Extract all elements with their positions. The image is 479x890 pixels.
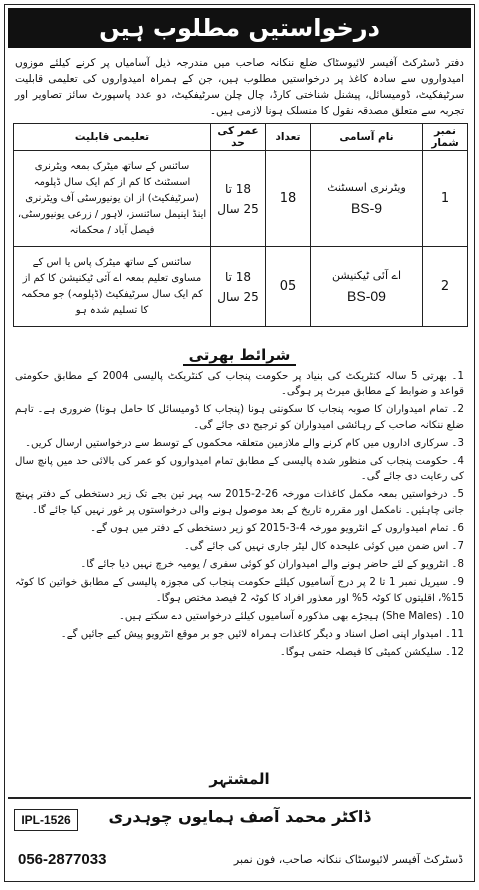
- table-row: [14, 151, 468, 247]
- serial-cell: 2: [423, 247, 468, 327]
- quantity-cell: 18: [266, 151, 311, 247]
- term-item: 2۔ تمام امیدواران کا صوبہ پنجاب کا سکونتی ہونا (پنجاب کا ڈومیسائل کا حامل ہونا) ضروری ہے۔ تاہم ضلع ننکانہ صاحب کے رہائشی امیدواران کو ترجیح دی جائے گی۔: [15, 404, 464, 431]
- posts-table: [13, 123, 468, 327]
- serial-cell: 1: [423, 151, 468, 247]
- signatory-name: ڈاکٹر محمد آصف ہمایوں چوہدری: [108, 807, 371, 826]
- terms-list: [15, 369, 464, 663]
- intro-paragraph: دفتر ڈسٹرکٹ آفیسر لائیوسٹاک ضلع ننکانہ صاحب میں مندرجہ ذیل آسامیاں پر کرنے کیلئے موزوں امیدواروں سے سادہ کاغذ پر درخواستیں مطلوب ہیں، جن کے ہمراہ امیدواروں کی تعلیمی قابلیت سرٹیفکیٹ، ڈومیسائل، پیشنل شناختی کارڈ، چال چلن سرٹیفکیٹ، دو عدد پاسپورٹ سائز تصاویر اور تجربہ سے متعلق مصدقہ نقول کا منسلک ہونا لازمی ہیں۔: [15, 57, 464, 117]
- term-item: 12۔ سلیکشن کمیٹی کا فیصلہ حتمی ہوگا۔: [279, 647, 464, 659]
- quantity-cell: 05: [266, 247, 311, 327]
- terms-heading-text: شرائط بھرتی: [183, 346, 297, 366]
- term-item: 1۔ بھرتی 5 سالہ کنٹریکٹ کی بنیاد پر حکومت پنجاب کی کنٹریکٹ پالیسی 2004 کے مطابق حکومتی قواعد و ضوابط کے مطابق میرٹ پر ہوگی۔: [15, 371, 464, 398]
- post-name-cell: [311, 247, 423, 327]
- post-name: ویٹرنری اسسٹنٹ: [327, 181, 406, 194]
- age-from: 18 تا: [224, 181, 252, 196]
- age-to: 25 سال: [217, 201, 259, 216]
- signatory-office: ڈسٹرکٹ آفیسر لائیوسٹاک ننکانہ صاحب، فون نمبر: [233, 853, 463, 866]
- phone-number: 056-2877033: [18, 851, 107, 868]
- term-item: 3۔ سرکاری اداروں میں کام کرنے والے ملازمین متعلقہ محکموں کے توسط سے درخواستیں ارسال کریں۔: [25, 437, 464, 449]
- header-quantity: تعداد: [266, 124, 311, 151]
- age-cell: [211, 247, 266, 327]
- age-to: 25 سال: [217, 289, 259, 304]
- advertiser-label: المشتہر: [209, 770, 270, 788]
- age-cell: [211, 151, 266, 247]
- header-serial: نمبر شمار: [423, 124, 468, 151]
- table-row: [14, 247, 468, 327]
- post-name-cell: [311, 151, 423, 247]
- header-post-name: نام آسامی: [311, 124, 423, 151]
- term-item: 7۔ اس ضمن میں کوئی علیحدہ کال لیٹر جاری نہیں کی جائے گی۔: [183, 541, 464, 553]
- qualification-cell: سائنس کے ساتھ میٹرک بمعہ ویٹرنری اسسٹنٹ کا کم از کم ایک سال ڈپلومہ (سرٹیفکیٹ) از ان یونیورسٹی آف ویٹرنری اینڈ اینیمل سائنسز، لاہور / زرعی یونیورسٹی، فیصل آباد / محکمانہ: [14, 151, 211, 247]
- age-from: 18 تا: [224, 269, 252, 284]
- term-item: 5۔ درخواستیں بمعہ مکمل کاغذات مورخہ 26-2-2015 سہ پہر تین بجے تک زیر دستخطی کے دفتر پہنچ جانی چاہئیں۔ نامکمل اور مقررہ تاریخ کے بعد موصول ہونے والی درخواستوں پر غور نہیں کیا جائے گا۔: [15, 489, 464, 516]
- term-item: 6۔ تمام امیدواروں کے انٹرویو مورخہ 4-3-2015 کو زیر دستخطی کے دفتر میں ہوں گے۔: [90, 522, 464, 534]
- table-header-row: [14, 124, 468, 151]
- terms-heading: [5, 345, 474, 364]
- term-item: 4۔ حکومت پنجاب کی منظور شدہ پالیسی کے مطابق تمام امیدواروں کو عمر کی بالائی حد میں پانچ سال کی رعایت دی جائے گی۔: [15, 456, 464, 483]
- header-age-limit: عمر کی حد: [211, 124, 266, 151]
- pay-scale: BS-9: [350, 200, 383, 216]
- qualification-cell: سائنس کے ساتھ میٹرک پاس یا اس کے مساوی تعلیم بمعہ اے آئی ٹیکنیشن کا کم از کم ایک سال سرٹیفکیٹ (ڈپلومہ) جو محکمہ کا تسلیم شدہ ہو: [14, 247, 211, 327]
- ipl-code: IPL-1526: [14, 809, 78, 831]
- signature-block: [8, 797, 471, 879]
- header-qualification: تعلیمی قابلیت: [14, 124, 211, 151]
- advertisement-page: [4, 4, 475, 882]
- term-item: 9۔ سیریل نمبر 1 تا 2 پر درج آسامیوں کیلئے حکومت پنجاب کی مجوزہ پالیسی کے مطابق خواتین کا کوٹہ 15%، اقلیتوں کا کوٹہ 5% اور معذور افراد کا کوٹہ 2 فیصد مختص ہوگا۔: [15, 577, 464, 604]
- term-item: 10۔ (She Males) ہیجڑے بھی مذکورہ آسامیوں کیلئے درخواستیں دے سکتے ہیں۔: [118, 610, 464, 622]
- term-item: 11۔ امیدوار اپنی اصل اسناد و دیگر کاغذات ہمراہ لائیں جو بر موقع انٹرویو پیش کیے جائیں گے۔: [60, 629, 464, 641]
- page-title: درخواستیں مطلوب ہیں: [8, 8, 471, 48]
- pay-scale: BS-09: [347, 288, 386, 304]
- post-name: اے آئی ٹیکنیشن: [331, 269, 402, 282]
- term-item: 8۔ انٹرویو کے لئے حاضر ہونے والے امیدواران کو کوئی سفری / یومیہ خرچ نہیں دیا جائے گا۔: [80, 559, 464, 571]
